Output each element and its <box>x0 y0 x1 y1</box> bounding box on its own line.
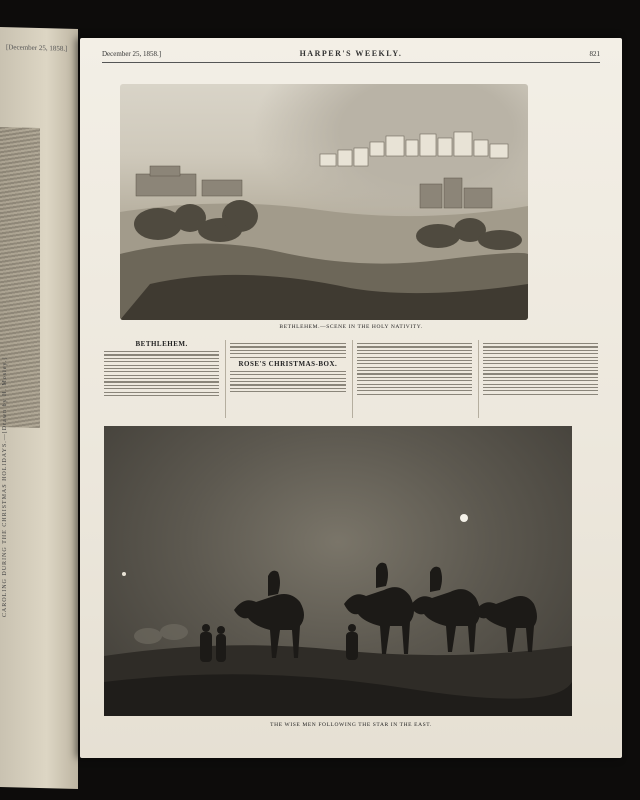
newspaper-page <box>80 38 622 758</box>
column-1-heading: BETHLEHEM. <box>135 340 188 348</box>
previous-page-header: [December 25, 1858.] <box>6 43 68 53</box>
column-2 <box>225 340 345 418</box>
column-1 <box>104 340 219 418</box>
column-3 <box>352 340 472 418</box>
masthead-date: December 25, 1858.] <box>102 50 162 58</box>
masthead-title: HARPER'S WEEKLY. <box>299 49 403 58</box>
previous-page <box>0 27 78 789</box>
bethlehem-engraving <box>120 84 528 320</box>
masthead <box>102 48 600 63</box>
column-4 <box>478 340 598 418</box>
column-2-heading: ROSE'S CHRISTMAS-BOX. <box>238 359 338 368</box>
wise-men-engraving <box>104 426 572 716</box>
text-columns <box>104 340 598 418</box>
bottom-engraving-caption: THE WISE MEN FOLLOWING THE STAR IN THE EAST. <box>270 722 432 728</box>
previous-page-caption: CAROLING DURING THE CHRISTMAS HOLIDAYS.—[Drawn by H. Mosley.] <box>2 356 8 618</box>
top-engraving-caption: BETHLEHEM.—SCENE IN THE HOLY NATIVITY. <box>279 324 423 330</box>
page-number: 821 <box>589 50 600 58</box>
